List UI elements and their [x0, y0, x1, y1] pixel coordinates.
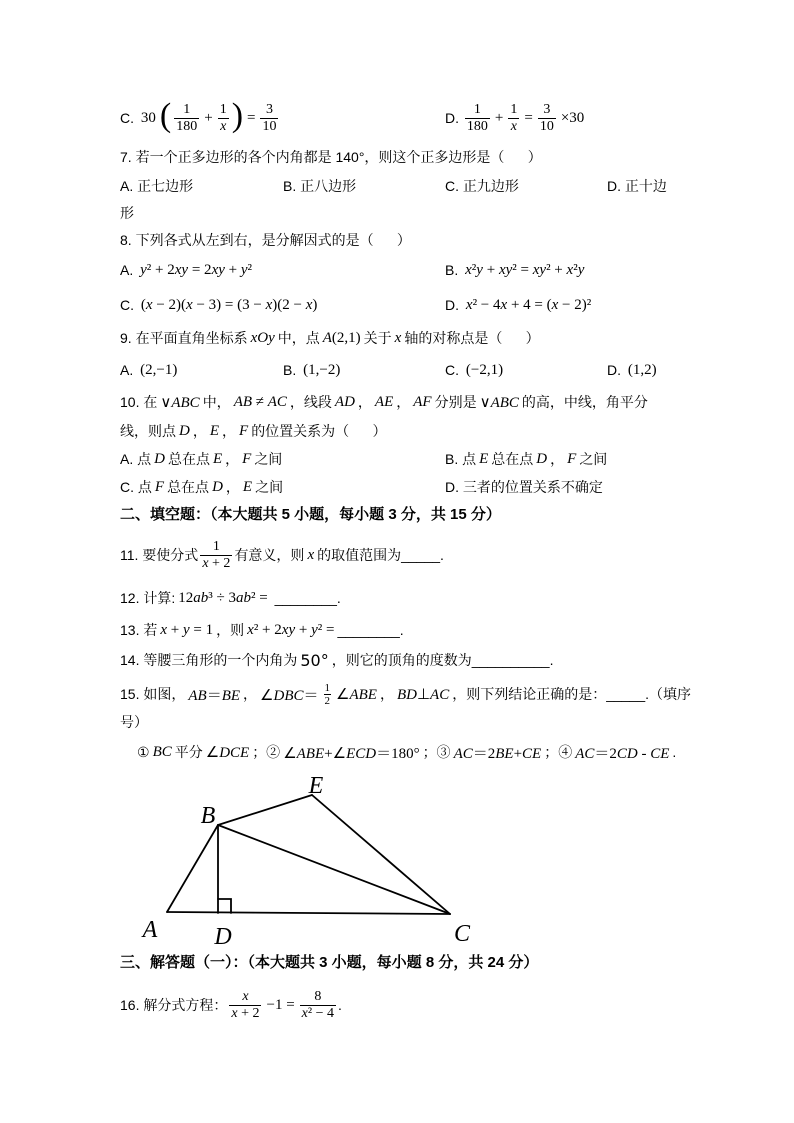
- math-expression: ∨ABC: [479, 394, 519, 411]
- text-run: 13. 若: [120, 622, 158, 638]
- question-14: [120, 650, 553, 670]
- text-run: D.: [445, 297, 463, 313]
- math-expression: [413, 394, 431, 411]
- fraction-denominator: x + 2: [231, 1005, 260, 1021]
- math-variable: x: [231, 1005, 238, 1021]
- text-run: 平分: [174, 744, 203, 760]
- question-8-option-c: [120, 295, 320, 315]
- question-7-option-b: [283, 176, 356, 196]
- text-run: 分别是: [434, 394, 477, 410]
- math-variable: x: [247, 621, 254, 638]
- text-run: ；②: [252, 744, 281, 760]
- text-run: 线，则点: [120, 423, 176, 439]
- math-variable: xy: [498, 261, 513, 278]
- math-expression: (1,−2): [303, 361, 341, 378]
- question-15-stem-line-1: [120, 675, 691, 713]
- fraction-denominator: [218, 119, 229, 135]
- math-expression: [536, 451, 547, 468]
- text-run: ，: [550, 451, 565, 467]
- text-run: D.: [607, 362, 625, 378]
- math-expression: −1 =: [266, 996, 295, 1013]
- math-variable: E: [479, 450, 489, 467]
- math-variable: CE: [650, 745, 670, 762]
- math-variable: AC: [453, 745, 473, 762]
- math-variable: D: [536, 450, 548, 467]
- text-run: .: [337, 997, 342, 1013]
- large-parenthesis: (: [159, 97, 172, 134]
- text-run: ，则下列结论正确的是：_____.（填序: [452, 686, 692, 702]
- math-expression: [213, 451, 222, 468]
- math-variable: y: [311, 621, 318, 638]
- math-expression: [251, 330, 275, 347]
- math-expression: ∠ABE: [336, 686, 377, 703]
- text-run: ，: [225, 451, 240, 467]
- math-expression: [335, 394, 355, 411]
- text-run: 之间: [254, 451, 283, 467]
- math-variable: y: [476, 261, 483, 278]
- math-expression: AB ≠ AC: [233, 393, 287, 410]
- math-expression: [153, 744, 172, 761]
- text-run: D. 正十边: [607, 178, 667, 194]
- text-run: 9. 在平面直角坐标系: [120, 330, 248, 346]
- text-run: ，: [357, 394, 372, 410]
- segment-bc: [218, 825, 450, 914]
- math-variable: xOy: [250, 329, 275, 346]
- math-variable: x: [242, 988, 249, 1004]
- math-expression: ∠DCE: [205, 744, 250, 761]
- geometry-figure: [130, 768, 480, 950]
- question-7-option-d: [607, 176, 667, 196]
- math-expression: [154, 451, 165, 468]
- fraction-denominator: 180: [466, 118, 488, 134]
- text-run: D. 三者的位置关系不确定: [445, 479, 603, 495]
- math-variable: DCE: [219, 744, 250, 761]
- question-10-option-a: [120, 449, 282, 469]
- math-expression: +: [494, 109, 504, 126]
- text-run: ________.: [337, 622, 404, 638]
- text-run: 中，: [202, 394, 231, 410]
- question-8-option-b: [445, 260, 587, 280]
- text-run: 有意义，则: [234, 547, 305, 563]
- text-run: 的高，中线，角平分: [521, 394, 648, 410]
- question-8-option-a: [120, 260, 255, 280]
- math-expression: =: [524, 109, 533, 126]
- math-expression: 50°: [300, 650, 329, 670]
- math-expression: x² + 2xy + y² =: [247, 621, 335, 638]
- math-expression: AC＝2CD - CE: [575, 745, 670, 762]
- text-run: 轴的对称点是（ ）: [404, 330, 540, 346]
- fraction: [260, 102, 278, 135]
- segment-ec: [312, 795, 450, 914]
- text-run: C. 正九边形: [445, 178, 519, 194]
- math-variable: ABE: [349, 686, 377, 703]
- text-run: .: [672, 744, 677, 760]
- fraction: [174, 102, 199, 135]
- math-expression: x + y = 1: [160, 621, 214, 638]
- math-variable: F: [239, 422, 249, 439]
- question-13: [120, 620, 404, 640]
- fraction-numerator: 3: [538, 102, 556, 119]
- math-variable: x: [566, 261, 574, 278]
- text-run: C.: [120, 297, 138, 313]
- fraction: [229, 989, 261, 1022]
- text-run: 8. 下列各式从左到右，是分解因式的是（ ）: [120, 232, 411, 248]
- math-variable: D: [179, 422, 190, 439]
- question-7-option-c: [445, 176, 519, 196]
- math-variable: ab: [235, 589, 251, 606]
- math-variable: x: [145, 296, 153, 313]
- fraction-numerator: 1: [510, 101, 518, 117]
- fraction: [508, 102, 519, 135]
- question-16: [120, 986, 342, 1024]
- math-variable: AC: [430, 686, 450, 703]
- section-2-heading: 二、填空题：（本大题共 5 小题，每小题 3 分，共 15 分）: [120, 506, 501, 523]
- fraction-numerator: 1: [219, 101, 227, 117]
- question-9-option-d: [607, 360, 660, 380]
- math-variable: F: [242, 450, 252, 467]
- fraction-numerator: 1: [200, 539, 232, 556]
- math-variable: AD: [334, 393, 355, 410]
- math-variable: AB: [233, 393, 253, 410]
- text-run: A.: [120, 262, 138, 278]
- math-variable: A: [322, 329, 332, 346]
- math-variable: ABE: [296, 745, 325, 762]
- math-expression: (2,−1): [140, 361, 178, 378]
- math-variable: x: [510, 118, 517, 134]
- text-run: 总在点: [491, 451, 534, 467]
- text-run: ________.: [270, 590, 341, 606]
- text-run: B.: [445, 262, 463, 278]
- text-run: 之间: [255, 479, 284, 495]
- math-expression: x²y + xy² = xy² + x²y: [465, 261, 585, 278]
- math-expression: [375, 394, 393, 411]
- text-run: 11. 要使分式: [120, 547, 199, 563]
- math-expression: y² + 2xy = 2xy + y²: [140, 261, 253, 278]
- text-run: 7. 若一个正多边形的各个内角都是 140°，则这个正多边形是（ ）: [120, 149, 542, 165]
- math-expression: [242, 451, 251, 468]
- math-expression: ×30: [560, 109, 585, 126]
- fraction-denominator: 180: [176, 118, 198, 134]
- math-variable: BE: [221, 687, 241, 704]
- fraction-denominator: [508, 119, 519, 135]
- math-variable: AF: [413, 393, 432, 410]
- fraction-denominator: x² − 4: [301, 1005, 334, 1021]
- vertex-label-c: C: [453, 921, 471, 947]
- text-run: 的位置关系为（ ）: [251, 423, 387, 439]
- text-run: ，: [379, 686, 394, 702]
- question-7-option-a: [120, 176, 193, 196]
- math-variable: D: [154, 450, 165, 467]
- math-variable: x: [265, 296, 273, 313]
- math-variable: x: [160, 621, 168, 638]
- fraction: [218, 102, 229, 135]
- text-run: ，: [243, 686, 258, 702]
- text-run: A.: [120, 362, 138, 378]
- math-variable: AE: [374, 393, 394, 410]
- math-expression: [307, 547, 314, 564]
- segment-be: [218, 795, 312, 825]
- math-variable: ABC: [490, 394, 519, 411]
- fraction-denominator: 10: [262, 118, 277, 134]
- text-run: B. 点: [445, 451, 477, 467]
- question-8-stem: [120, 230, 411, 250]
- text-run: A. 点: [120, 451, 152, 467]
- math-variable: xy: [174, 261, 189, 278]
- math-expression: AB＝BE: [188, 687, 241, 704]
- math-expression: (−2,1): [465, 361, 504, 378]
- question-9-option-b: [283, 360, 343, 380]
- text-run: 总在点: [167, 479, 210, 495]
- question-6-option-c: [120, 99, 280, 137]
- text-run: 之间: [579, 451, 608, 467]
- text-run: 12. 计算:: [120, 590, 176, 606]
- math-variable: y: [183, 621, 190, 638]
- fraction-denominator: 2: [324, 694, 330, 707]
- math-variable: CD: [616, 745, 638, 762]
- text-run: 号）: [120, 714, 148, 730]
- math-variable: F: [567, 450, 577, 467]
- math-expression: [239, 423, 248, 440]
- vertex-label-b: B: [200, 803, 216, 829]
- text-run: B.: [283, 362, 301, 378]
- text-run: ，线段: [289, 394, 332, 410]
- math-variable: xy: [211, 261, 225, 278]
- math-expression: +: [204, 109, 213, 126]
- fraction: [324, 682, 332, 707]
- fraction-denominator: x + 2: [202, 555, 231, 571]
- math-variable: AC: [267, 393, 287, 410]
- math-expression: ∨ABC: [160, 394, 200, 411]
- question-7-stem: [120, 147, 542, 167]
- vertex-label-a: A: [142, 917, 158, 943]
- math-variable: BE: [495, 745, 514, 762]
- text-run: ；③: [422, 744, 451, 760]
- text-run: ，: [222, 423, 237, 439]
- math-variable: xy: [532, 261, 547, 278]
- math-expression: BD⊥AC: [396, 686, 450, 703]
- question-9-option-a: [120, 360, 180, 380]
- math-expression: A(2,1): [322, 329, 361, 346]
- segment-ac: [167, 912, 450, 914]
- text-run: 的取值范围为_____.: [317, 547, 444, 563]
- math-expression: [155, 479, 164, 496]
- question-10-option-c: [120, 477, 283, 497]
- math-variable: E: [242, 478, 253, 495]
- section-3-heading: 三、解答题（一）：（本大题共 3 小题，每小题 8 分，共 24 分）: [120, 954, 539, 971]
- math-expression: [179, 423, 190, 440]
- text-run: ，: [396, 394, 411, 410]
- fraction-denominator: 10: [539, 118, 554, 134]
- math-expression: [210, 423, 219, 440]
- text-run: ，则: [216, 622, 245, 638]
- math-expression: AC＝2BE+CE: [453, 745, 542, 762]
- question-9-option-c: [445, 360, 506, 380]
- math-expression: (x − 2)(x − 3) = (3 − x)(2 − x): [140, 296, 318, 313]
- math-variable: x: [220, 118, 227, 134]
- text-run: 15. 如图，: [120, 686, 186, 702]
- large-parenthesis: ): [231, 97, 244, 134]
- math-expression: [479, 451, 488, 468]
- text-run: A. 正七边形: [120, 178, 194, 194]
- math-variable: AB: [188, 687, 207, 704]
- math-expression: ∠DBC＝: [260, 687, 319, 704]
- math-variable: x: [307, 546, 315, 563]
- math-variable: x: [465, 296, 473, 313]
- question-12: [120, 588, 341, 608]
- math-variable: E: [212, 450, 223, 467]
- vertex-label-e: E: [308, 773, 324, 799]
- text-run: D.: [445, 110, 463, 126]
- math-variable: DBC: [273, 687, 304, 704]
- text-run: 16. 解分式方程：: [120, 997, 228, 1013]
- text-run: ，: [225, 479, 240, 495]
- fraction-numerator: 1: [465, 102, 490, 119]
- fraction-numerator: 1: [324, 681, 330, 694]
- question-15-stem-line-2: [120, 712, 148, 732]
- text-run: C.: [120, 110, 138, 126]
- right-angle-mark: [218, 899, 231, 913]
- text-run: C.: [445, 362, 463, 378]
- math-variable: F: [154, 478, 165, 495]
- math-variable: ECD: [346, 745, 377, 762]
- text-run: ；④: [544, 744, 573, 760]
- fraction-numerator: 1: [174, 102, 199, 119]
- text-run: 总在点: [167, 451, 210, 467]
- question-9-stem: [120, 328, 540, 348]
- question-10-stem-line-1: [120, 392, 648, 412]
- text-run: B. 正八边形: [283, 178, 357, 194]
- question-10-stem-line-2: [120, 421, 387, 441]
- math-variable: AC: [575, 745, 595, 762]
- question-10-option-d: [445, 477, 603, 497]
- math-expression: =: [247, 109, 256, 126]
- fraction-numerator: 8: [300, 989, 336, 1006]
- math-expression: ∠ABE+∠ECD＝180°: [283, 745, 420, 762]
- math-variable: x: [500, 296, 508, 313]
- math-variable: x: [394, 329, 402, 346]
- text-run: ，则它的顶角的度数为__________.: [331, 652, 554, 668]
- math-expression: 12ab³ ÷ 3ab² =: [178, 589, 268, 606]
- text-run: ，: [192, 423, 207, 439]
- vertex-label-d: D: [214, 924, 232, 950]
- math-variable: CE: [522, 745, 542, 762]
- math-expression: [212, 479, 223, 496]
- math-expression: 30: [140, 109, 156, 126]
- math-variable: x: [465, 261, 472, 278]
- fraction-numerator: [229, 989, 261, 1006]
- math-variable: x: [551, 296, 559, 313]
- math-variable: x: [202, 555, 209, 571]
- math-variable: y: [577, 261, 585, 278]
- fraction: [200, 539, 232, 572]
- text-run: ①: [137, 743, 150, 760]
- math-variable: ab: [193, 589, 209, 606]
- question-11: [120, 536, 444, 574]
- fraction-numerator: 3: [260, 102, 278, 119]
- math-variable: ABC: [171, 394, 200, 411]
- question-10-option-b: [445, 449, 607, 469]
- question-8-option-d: [445, 295, 594, 315]
- math-expression: [567, 451, 576, 468]
- math-variable: xy: [281, 621, 296, 638]
- math-expression: x² − 4x + 4 = (x − 2)²: [465, 296, 592, 313]
- question-6-option-d: [445, 99, 587, 137]
- text-run: 形: [120, 205, 134, 221]
- segment-ab: [167, 825, 218, 912]
- math-variable: y: [140, 261, 147, 278]
- math-variable: x: [301, 1005, 308, 1021]
- question-15-statements: [137, 742, 676, 762]
- text-run: 14. 等腰三角形的一个内角为: [120, 652, 298, 668]
- math-variable: BC: [152, 743, 172, 760]
- math-variable: D: [212, 478, 223, 495]
- math-variable: x: [186, 296, 193, 313]
- math-expression: [243, 479, 252, 496]
- text-run: 关于: [363, 330, 392, 346]
- math-variable: x: [305, 296, 313, 313]
- math-variable: y: [240, 261, 248, 278]
- math-expression: (1,2): [627, 361, 657, 378]
- math-variable: BD: [396, 686, 417, 703]
- math-expression: [395, 330, 402, 347]
- math-variable: E: [209, 422, 220, 439]
- question-7-option-d-wrap: [120, 203, 134, 223]
- text-run: 中，点: [277, 330, 320, 346]
- fraction: [300, 989, 336, 1022]
- text-run: C. 点: [120, 479, 152, 495]
- fraction: [538, 102, 556, 135]
- text-run: 10. 在: [120, 394, 158, 410]
- fraction: [465, 102, 490, 135]
